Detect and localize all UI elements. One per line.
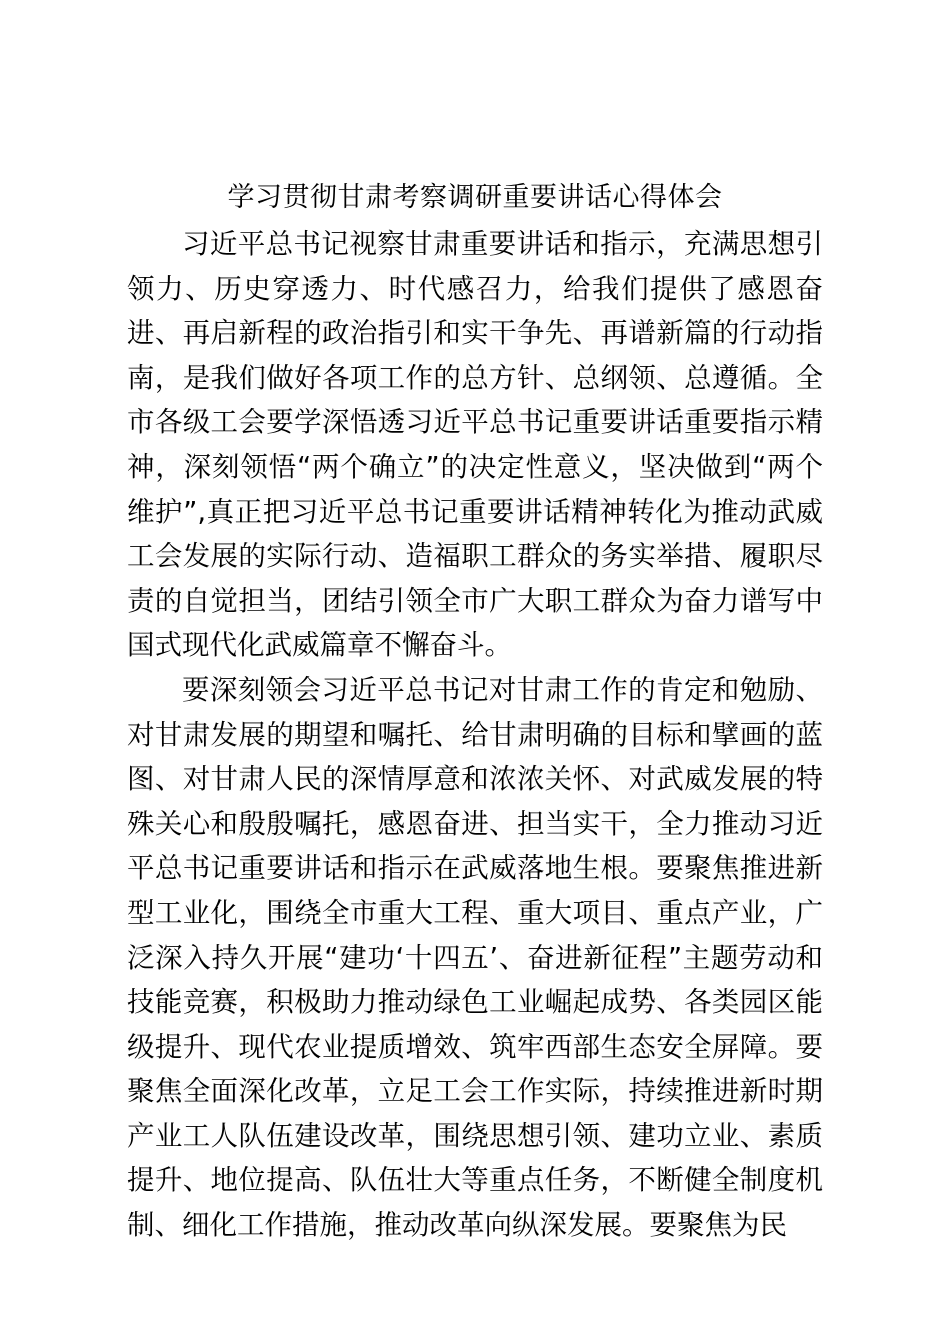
document-body <box>127 222 823 1248</box>
paragraph-1: 习近平总书记视察甘肃重要讲话和指示，充满思想引领力、历史穿透力、时代感召力，给我们提供了感恩奋进、再启新程的政治指引和实干争先、再谱新篇的行动指南，是我们做好各项工作的总方针、总纲领、总遵循。全市各级工会要学深悟透习近平总书记重要讲话重要指示精神，深刻领悟“两个确立”的决定性意义，坚决做到“两个维护”,真正把习近平总书记重要讲话精神转化为推动武威工会发展的实际行动、造福职工群众的务实举措、履职尽责的自觉担当，团结引领全市广大职工群众为奋力谱写中国式现代化武威篇章不懈奋斗。 <box>127 228 823 662</box>
document-title: 学习贯彻甘肃考察调研重要讲话心得体会 <box>227 182 723 213</box>
paragraph-2: 要深刻领会习近平总书记对甘肃工作的肯定和勉励、对甘肃发展的期望和嘱托、给甘肃明确的目标和擘画的蓝图、对甘肃人民的深情厚意和浓浓关怀、对武威发展的特殊关心和殷殷嘱托，感恩奋进、担当实干，全力推动习近平总书记重要讲话和指示在武威落地生根。要聚焦推进新型工业化，围绕全市重大工程、重大项目、重点产业，广泛深入持久开展“建功‘十四五’、奋进新征程”主题劳动和技能竞赛，积极助力推动绿色工业崛起成势、各类园区能级提升、现代农业提质增效、筑牢西部生态安全屏障。要聚焦全面深化改革，立足工会工作实际，持续推进新时期产业工人队伍建设改革，围绕思想引领、建功立业、素质提升、地位提高、队伍壮大等重点任务，不断健全制度机制、细化工作措施，推动改革向纵深发展。要聚焦为民 <box>127 673 823 1242</box>
